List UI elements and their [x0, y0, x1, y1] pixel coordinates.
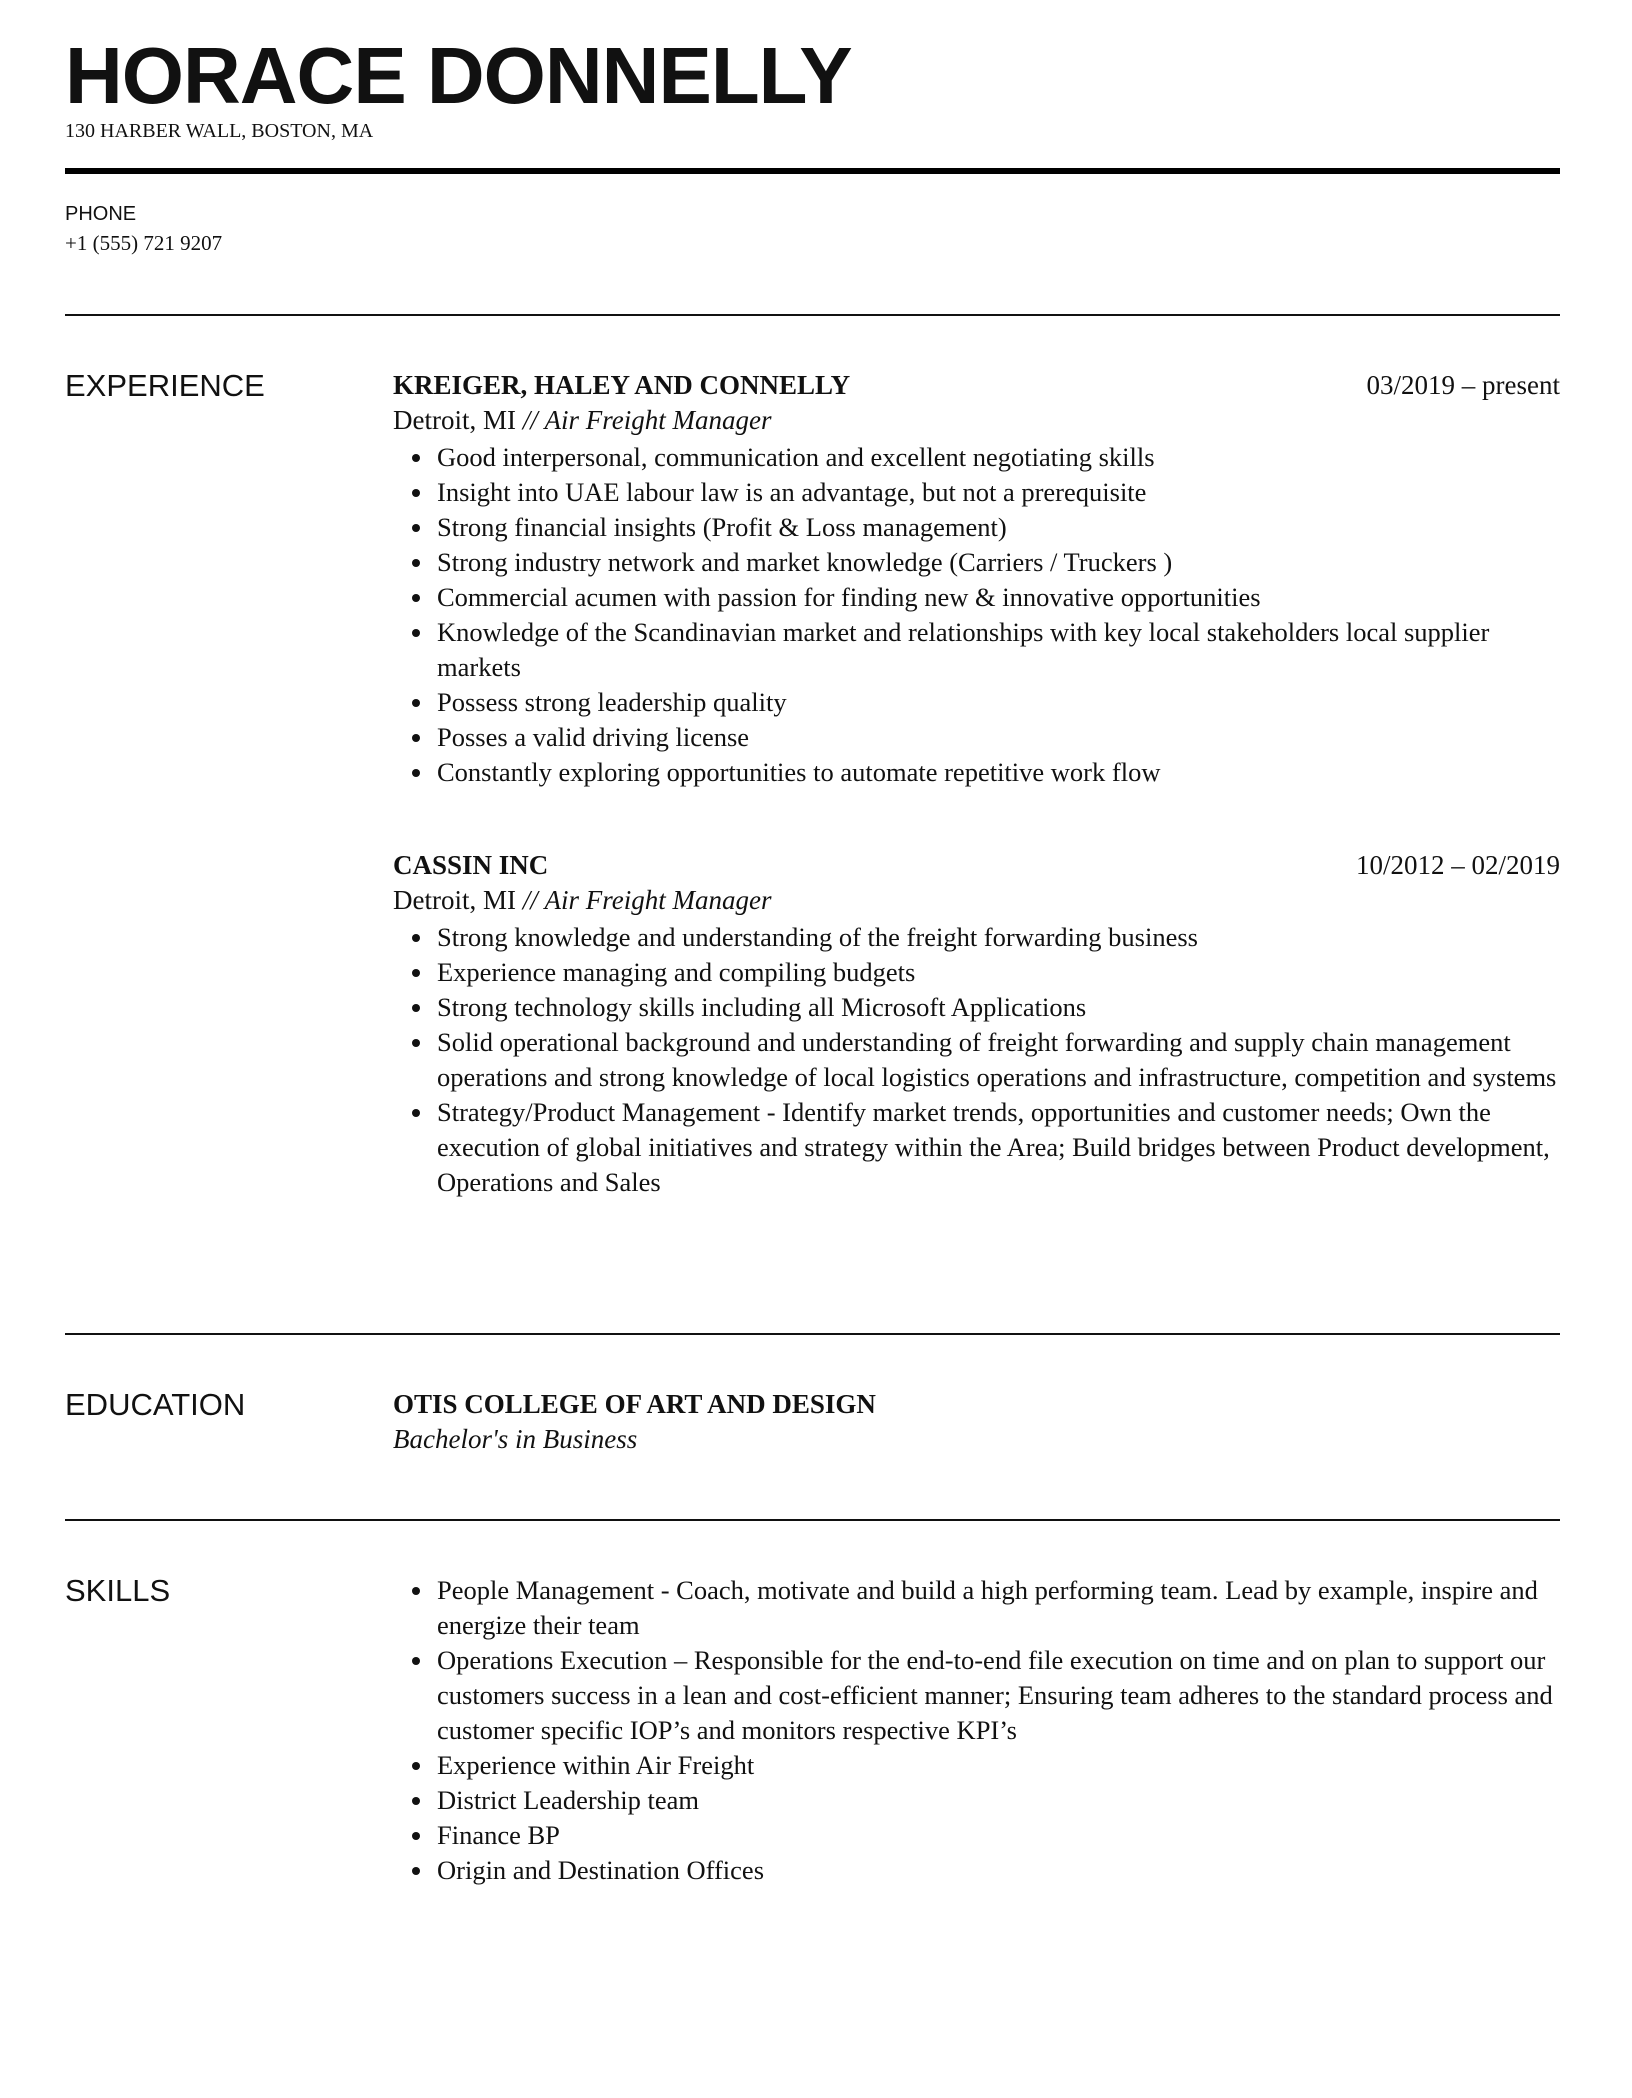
phone-label: PHONE	[65, 203, 137, 225]
skill-item: • Finance BP	[435, 1818, 1560, 1853]
section-divider	[65, 314, 1560, 316]
separator: //	[522, 405, 538, 435]
bullet-item: • Good interpersonal, communication and excellent negotiating skills	[435, 440, 1560, 475]
header-divider	[65, 168, 1560, 174]
bullet-item: • Insight into UAE labour law is an advantage, but not a prerequisite	[435, 475, 1560, 510]
skill-item: • Origin and Destination Offices	[435, 1853, 1560, 1888]
job-role: Air Freight Manager	[544, 885, 772, 915]
section-divider	[65, 1519, 1560, 1521]
school-name: OTIS COLLEGE OF ART AND DESIGN	[393, 1389, 876, 1419]
bullet-item: • Knowledge of the Scandinavian market and relationships with key local stakeholders local supplier markets	[435, 615, 1560, 685]
bullet-item: • Posses a valid driving license	[435, 720, 1560, 755]
degree: Bachelor's in Business	[393, 1424, 638, 1454]
company-name: CASSIN INC	[393, 850, 549, 880]
candidate-name: HORACE DONNELLY	[65, 31, 852, 120]
job-entry	[393, 368, 1560, 790]
section-title: EDUCATION	[65, 1387, 246, 1422]
phone-value: +1 (555) 721 9207	[65, 231, 223, 255]
job-dates: 03/2019 – present	[1366, 370, 1560, 400]
bullet-item: • Strong industry network and market knowledge (Carriers / Truckers )	[435, 545, 1560, 580]
section-title: SKILLS	[65, 1573, 171, 1608]
bullet-item: • Experience managing and compiling budgets	[435, 955, 1560, 990]
section-title: EXPERIENCE	[65, 368, 265, 403]
bullet-item: • Strong technology skills including all Microsoft Applications	[435, 990, 1560, 1025]
separator: //	[522, 885, 538, 915]
skill-item: • District Leadership team	[435, 1783, 1560, 1818]
job-subtitle	[393, 883, 1560, 918]
bullet-item: • Commercial acumen with passion for finding new & innovative opportunities	[435, 580, 1560, 615]
job-subtitle	[393, 403, 1560, 438]
job-location: Detroit, MI	[393, 405, 516, 435]
bullet-item: • Solid operational background and understanding of freight forwarding and supply chain management operations and strong knowledge of local logistics operations and infrastructure, competition and systems	[435, 1025, 1560, 1095]
job-bullets	[393, 920, 1560, 1200]
job-bullets	[393, 440, 1560, 790]
skill-item: • Experience within Air Freight	[435, 1748, 1560, 1783]
job-list	[393, 368, 1560, 1258]
section-divider	[65, 1333, 1560, 1335]
skill-item: • People Management - Coach, motivate and build a high performing team. Lead by example, inspire and energize their team	[435, 1573, 1560, 1643]
company-name: KREIGER, HALEY AND CONNELLY	[393, 370, 851, 400]
bullet-item: • Strategy/Product Management - Identify market trends, opportunities and customer needs; Own the execution of global initiatives and strategy within the Area; Build bridges between Product development, Operations and Sales	[435, 1095, 1560, 1200]
job-role: Air Freight Manager	[544, 405, 772, 435]
job-entry	[393, 848, 1560, 1200]
job-dates: 10/2012 – 02/2019	[1355, 850, 1560, 880]
address: 130 HARBER WALL, BOSTON, MA	[65, 120, 374, 142]
skill-item: • Operations Execution – Responsible for the end-to-end file execution on time and on plan to support our customers success in a lean and cost-efficient manner; Ensuring team adheres to the standard process and customer specific IOP’s and monitors respective KPI’s	[435, 1643, 1560, 1748]
bullet-item: • Strong knowledge and understanding of the freight forwarding business	[435, 920, 1560, 955]
bullet-item: • Constantly exploring opportunities to automate repetitive work flow	[435, 755, 1560, 790]
job-location: Detroit, MI	[393, 885, 516, 915]
bullet-item: • Strong financial insights (Profit & Loss management)	[435, 510, 1560, 545]
bullet-item: • Possess strong leadership quality	[435, 685, 1560, 720]
skills-list	[393, 1573, 1560, 1888]
